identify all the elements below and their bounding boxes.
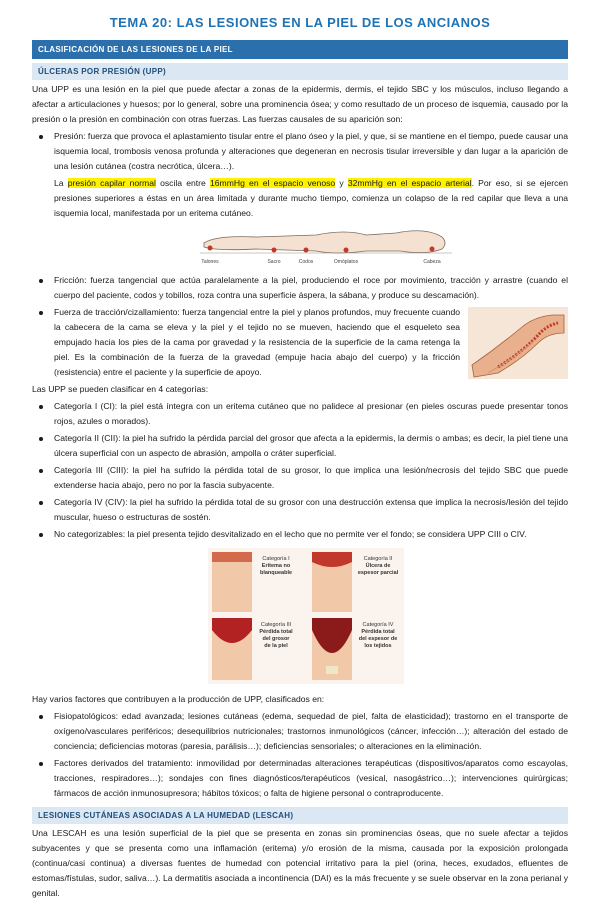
force-friccion: Fricción: fuerza tangencial que actúa paralelamente a la piel, produciendo el roce por movimiento, tracción y arrastre (cuando el cuerpo del paciente, codos y tobillos, roza contra una superficie áspera, la sábana, y produce su descamación). [32, 273, 568, 303]
factor-tratamiento: Factores derivados del tratamiento: inmovilidad por determinadas alteraciones terapéuticas (dispositivos/aparatos como escayolas, tracciones, respiradores…); sondajes con fines diagnósticos/terapéuticos (vesical, nasogástrico…); intervenciones quirúrgicas; fármacos de acción inmunosupresora; hábitos tóxicos; o falta de higiene personal o contraproducente. [32, 756, 568, 801]
lying-body-illustration [196, 223, 456, 267]
stage2-label-line3: espesor parcial [357, 570, 399, 576]
stage3-label-line3: del grosor [262, 636, 290, 642]
category-iv: Categoría IV (CIV): la piel ha sufrido la pérdida total de su grosor con una destrucción extensa que implica la necrosis/lesión del tejido muscular, hueso o estructuras de sostén. [32, 495, 568, 525]
category-i: Categoría I (CI): la piel está íntegra con un eritema cutáneo que no palidece al presionar (en pieles oscuras puede presentar tonos rojos, azules o morados). [32, 399, 568, 429]
pressure-points-figure [32, 223, 568, 267]
body-label-talones: Talones [201, 259, 219, 265]
category-iii: Categoría III (CIII): la piel ha sufrido la pérdida total de su grosor, lo que implica una lesión/necrosis del tejido SBC que puede extenderse hacia abajo, pero no por la fascia subyacente. [32, 463, 568, 493]
force-presion: Presión: fuerza que provoca el aplastamiento tisular entre el plano óseo y la piel, y que, si se mantiene en el tiempo, puede causar una isquemia local, trombosis venosa profunda y alteraciones que degeneran en necrosis tisular irreversible y dan lugar a la aparición de una lesión cutánea (costra necrótica, úlcera…). [32, 129, 568, 174]
highlight-venoso: 16mmHg en el espacio venoso [210, 178, 336, 188]
body-label-cabeza: Cabeza [423, 259, 441, 265]
stage3-label-line4: de la piel [264, 643, 288, 649]
page-title: TEMA 20: LAS LESIONES EN LA PIEL DE LOS ANCIANOS [109, 15, 491, 30]
categories-list [32, 399, 568, 542]
upp-stages-illustration [208, 548, 404, 684]
highlight-arterial: 32mmHg en el espacio arterial [347, 178, 472, 188]
factors-list [32, 709, 568, 801]
stage2-label-line2: Úlcera de [365, 563, 391, 569]
body-label-omoplatos: Omóplatos [333, 259, 359, 265]
forces-list [32, 129, 568, 174]
capillar-pressure-paragraph [32, 176, 568, 221]
stage3-label-line2: Pérdida total [259, 629, 293, 635]
capilar-text-la: La [54, 178, 68, 188]
stage1-label-title: Categoría I [262, 556, 290, 562]
subsection-header-upp: ÚLCERAS POR PRESIÓN (UPP) [32, 63, 568, 80]
forces-list-continued [32, 273, 568, 303]
capilar-text-rest: . Por eso, si se ejercen presiones superiores a éstas en un área limitada y durante mucho tiempo, comienza un colapso de la red capilar que lleva a una isquemia local, manifestada por un eritema cutáneo. [54, 178, 568, 218]
stage2-label-title: Categoría II [363, 556, 393, 562]
stage3-label-title: Categoría III [260, 622, 292, 628]
shear-force-illustration [468, 307, 568, 379]
stage1-label-line2: Eritema no [261, 563, 291, 569]
lescah-paragraph: Una LESCAH es una lesión superficial de la piel que se presenta en zonas sin prominencias óseas, que no suele afectar a tejidos subyacentes y que se presenta como una inflamación (eritema) y/o erosión de la misma, causada por la exposición prolongada (continua/casi continua) a diversas fuentes de humedad con potencial irritativo para la piel (orina, heces, exudados, efluentes de estomas/fístulas, sudor, saliva…). La dermatitis asociada a incontinencia (DAI) es la más frecuente y se suele observar en la zona perianal y genital. [32, 828, 568, 898]
stage1-label-line3: blanqueable [259, 570, 293, 576]
stage4-label-line3: del espesor de [358, 636, 398, 642]
capilar-text-mid1: oscila entre [155, 178, 210, 188]
factor-fisiopatologicos: Fisiopatológicos: edad avanzada; lesiones cutáneas (edema, sequedad de piel, falta de elasticidad); trastorno en el transporte de oxígeno/vasculares periféricos; desequilibrios nutricionales; trastornos inmunológicos (cáncer, infección…); alteración del estado de conciencia; deficiencias motoras (paresia, parálisis…); deficiencias sensoriales; o alteraciones en la eliminación. [32, 709, 568, 754]
document-page [32, 14, 568, 903]
factors-intro: Hay varios factores que contribuyen a la producción de UPP, clasificados en: [32, 694, 325, 704]
highlight-presion-capilar: presión capilar normal [67, 178, 156, 188]
body-label-codos: Codos [298, 259, 314, 265]
upp-stages-figure [32, 548, 568, 684]
body-label-sacro: Sacro [267, 259, 281, 265]
categories-intro: Las UPP se pueden clasificar en 4 categorías: [32, 384, 209, 394]
section-header-clasificacion: CLASIFICACIÓN DE LAS LESIONES DE LA PIEL [32, 40, 568, 59]
category-ii: Categoría II (CII): la piel ha sufrido la pérdida parcial del grosor que afecta a la epidermis, la dermis o ambas; es decir, la piel tiene una úlcera superficial con un aspecto de abrasión, ampolla o cráter superficial. [32, 431, 568, 461]
traccion-list [32, 305, 460, 382]
subsection-header-lescah: LESIONES CUTÁNEAS ASOCIADAS A LA HUMEDAD (LESCAH) [32, 807, 568, 824]
stage4-label-line2: Pérdida total [361, 629, 395, 635]
stage4-label-title: Categoría IV [362, 622, 394, 628]
traccion-row [32, 305, 568, 382]
force-traccion: Fuerza de tracción/cizallamiento: fuerza tangencial entre la piel y planos profundos, muy frecuente cuando la cabecera de la cama se eleva y la piel y el tejido no se mueven, haciendo que el esqueleto sea empujado hacia los pies de la cama por gravedad y la resistencia de la superficie de la cama retenga la piel. Es la combinación de la fuerza de la gravedad (empuje hacia abajo del cuerpo) y la fricción (resistencia) entre el paciente y la superficie de apoyo. [32, 305, 460, 380]
capilar-text-mid2: y [335, 178, 348, 188]
stage4-label-line4: los tejidos [364, 643, 392, 649]
category-no-categorizable: No categorizables: la piel presenta tejido desvitalizado en el lecho que no permite ver el fondo; se considera UPP CIII o CIV. [32, 527, 568, 542]
upp-intro-paragraph: Una UPP es una lesión en la piel que puede afectar a zonas de la epidermis, dermis, el tejido SBC y los músculos, incluso llegando a afectar a articulaciones y huesos; por lo general, sobre una prominencia ósea; y como resultado de un proceso de isquemia, causado por la presión o la presión en combinación con otras fuerzas. Las fuerzas causales de su aparición son: [32, 84, 568, 124]
